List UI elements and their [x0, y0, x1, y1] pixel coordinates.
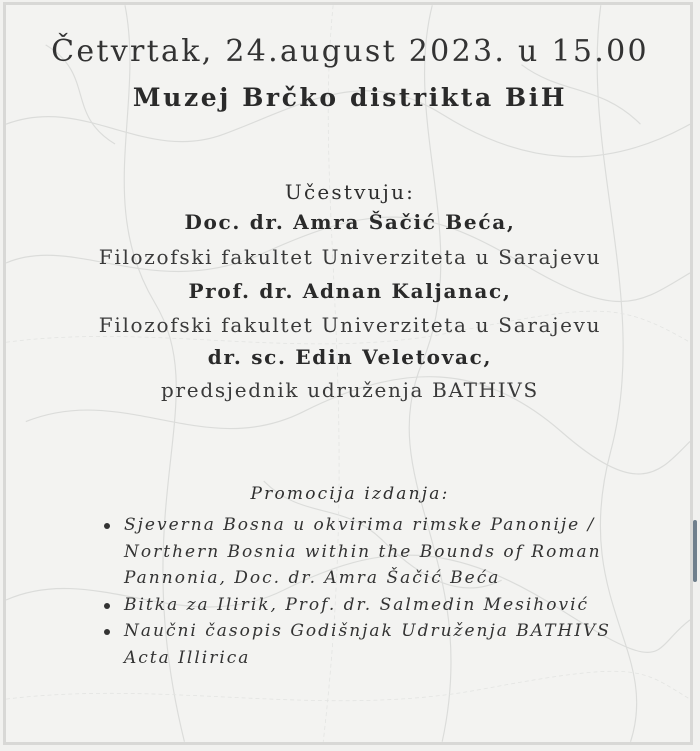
- promotion-item: Sjeverna Bosna u okvirima rimske Panonije / Northern Bosnia within the Bounds of Roman Pannonia, Doc. dr. Amra Šačić Beća: [104, 512, 664, 592]
- event-date: Četvrtak, 24.august 2023. u 15.00: [51, 34, 649, 69]
- participant-affiliation: Filozofski fakultet Univerziteta u Sarajevu: [98, 313, 602, 337]
- participant-name: Doc. dr. Amra Šačić Beća,: [184, 210, 516, 234]
- promotion-list: [104, 512, 664, 671]
- scrollbar-thumb[interactable]: [693, 520, 697, 582]
- participant-affiliation: Filozofski fakultet Univerziteta u Sarajevu: [98, 245, 602, 269]
- event-venue: Muzej Brčko distrikta BiH: [132, 83, 568, 112]
- promotion-item: Naučni časopis Godišnjak Udruženja BATHIVS Acta Illirica: [104, 618, 664, 671]
- participants-heading: Učestvuju:: [284, 180, 416, 204]
- promotion-heading: Promocija izdanja:: [250, 484, 450, 504]
- promotion-item: Bitka za Ilirik, Prof. dr. Salmedin Mesihović: [104, 592, 664, 619]
- participant-affiliation: predsjednik udruženja BATHIVS: [161, 378, 539, 402]
- participant-name: Prof. dr. Adnan Kaljanac,: [188, 279, 512, 303]
- participant-name: dr. sc. Edin Veletovac,: [207, 345, 493, 369]
